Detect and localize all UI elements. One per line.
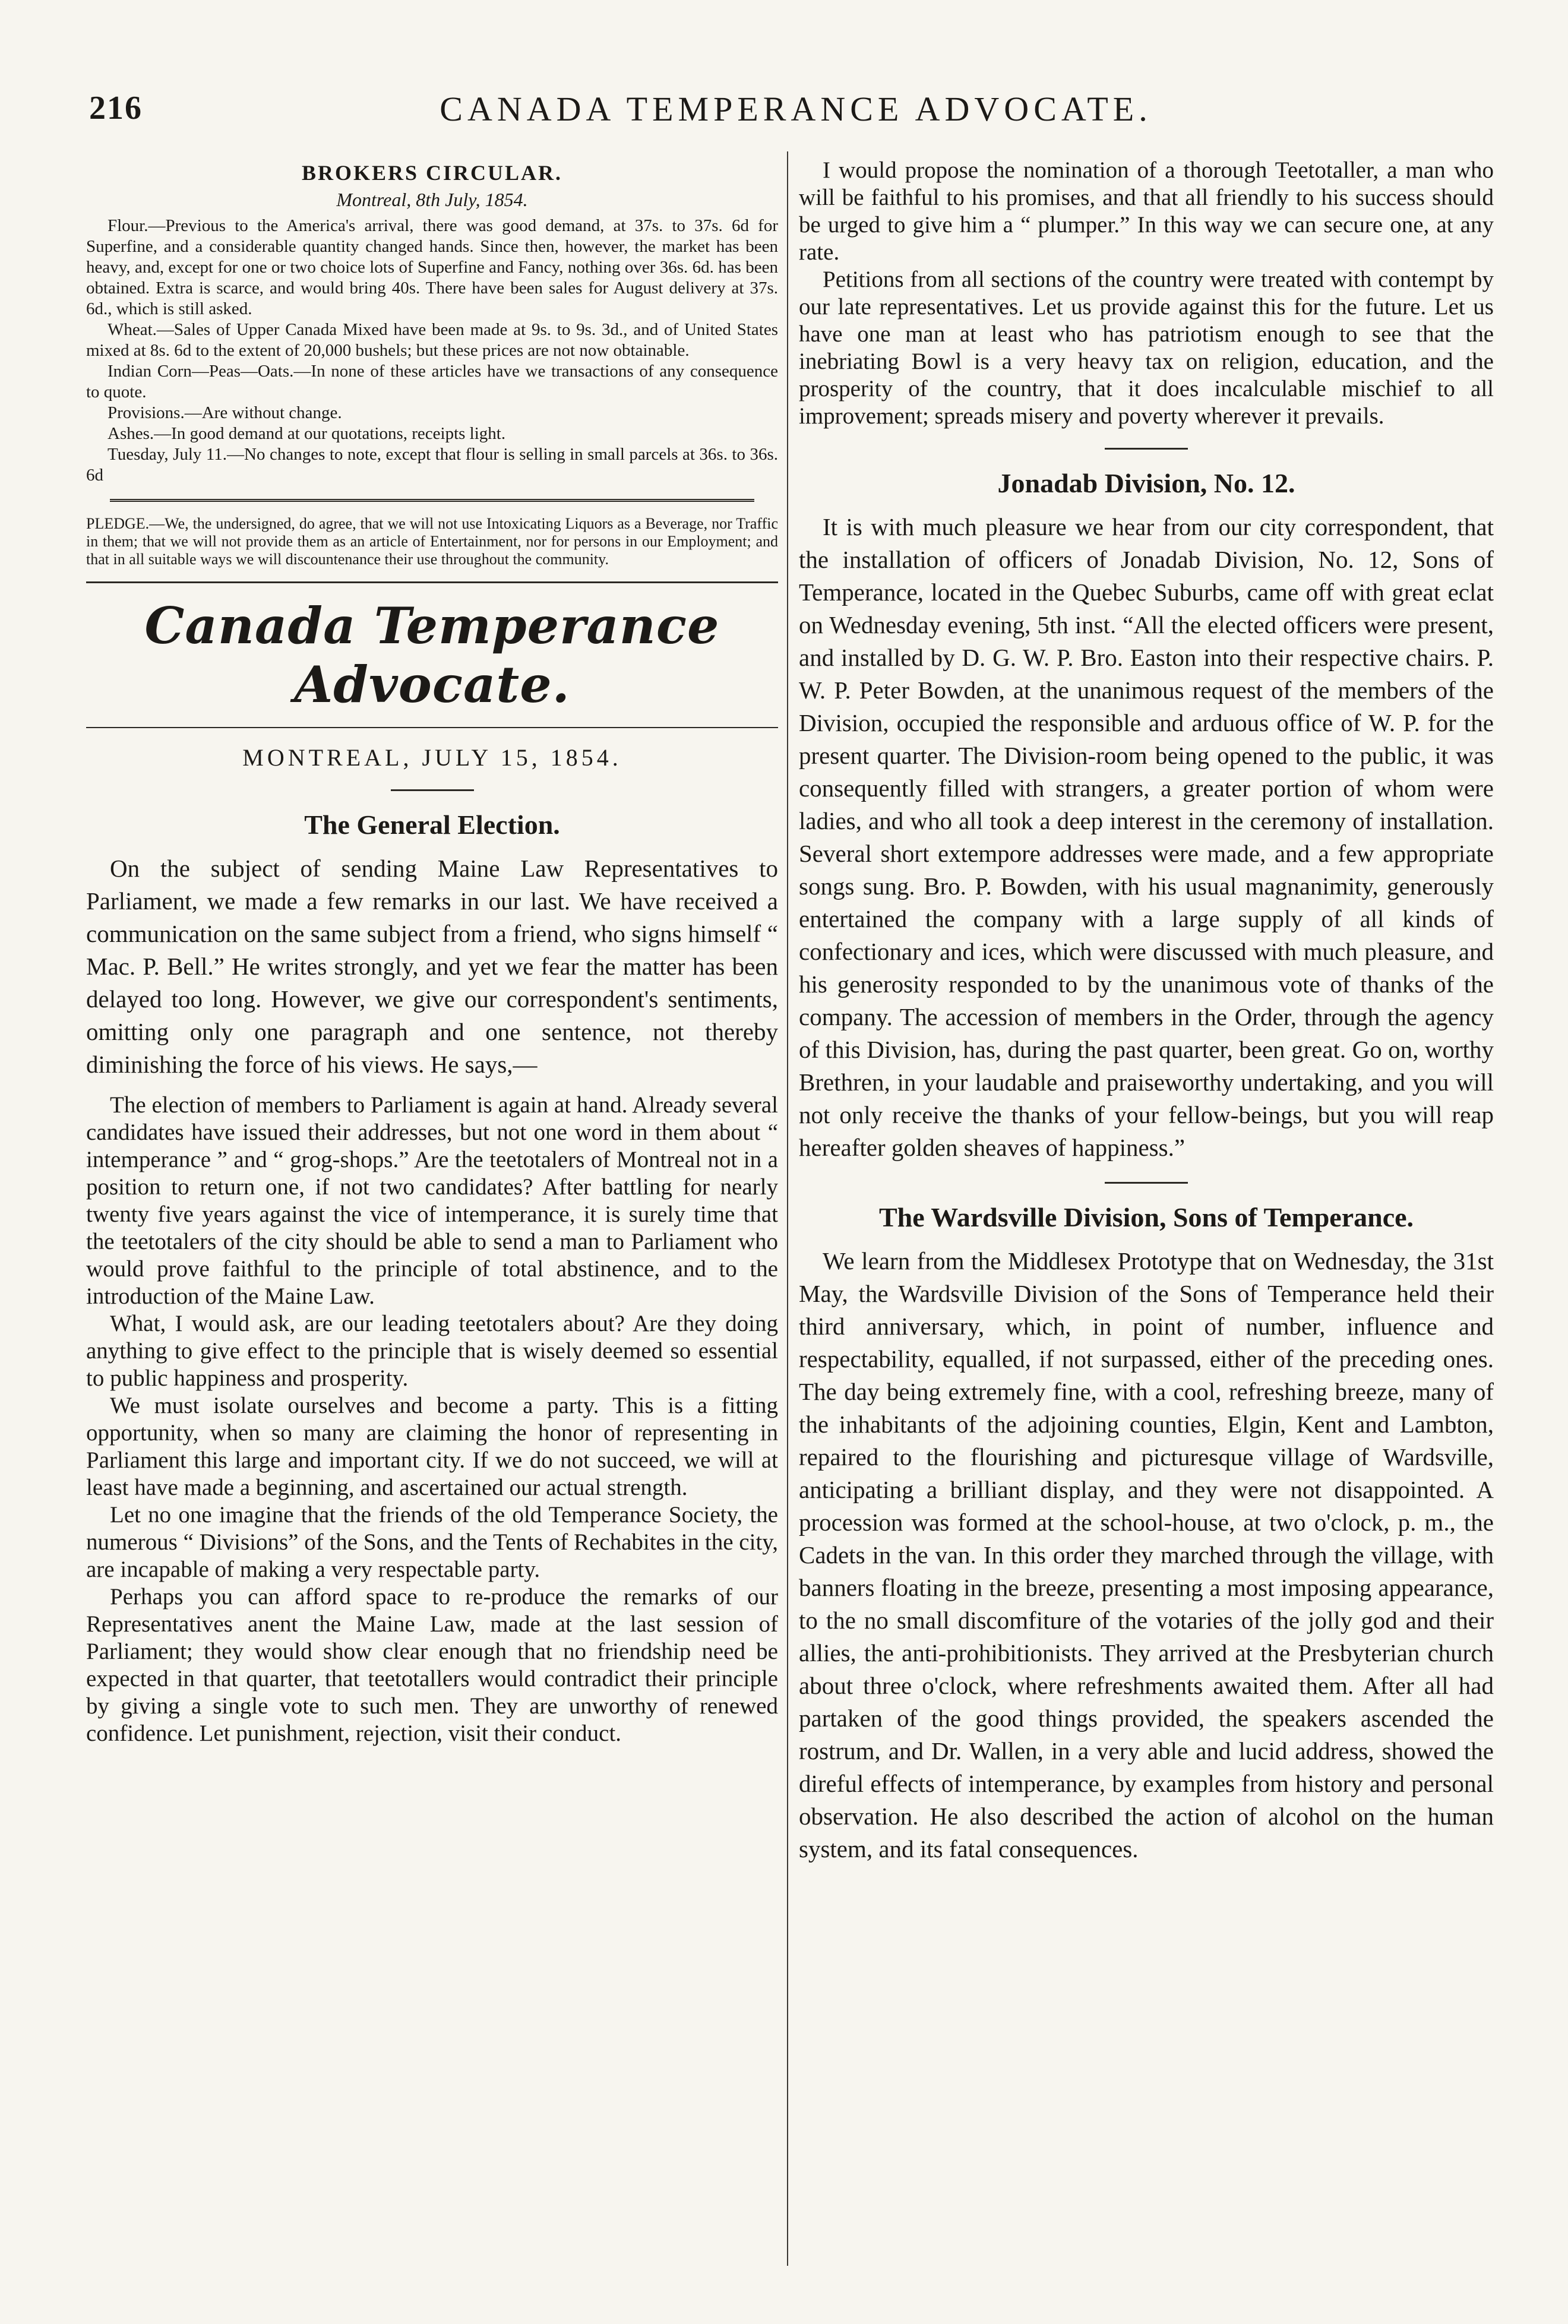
brokers-circular-title: BROKERS CIRCULAR.	[301, 161, 563, 185]
letter-continued-paragraph: Petitions from all sections of the country were treated with contempt by our late representatives. Let us provide against this for the future. Let us have one man at least who has patriotism enough to see that the inebriating Bowl is a very heavy tax on religion, education, and the prosperity of the country, that it does incalculable mischief to all improvement; spreads misery and poverty wherever it prevails.	[799, 267, 1494, 429]
market-tuesday: Tuesday, July 11.—No changes to note, except that flour is selling in small parcels at 36s. to 36s. 6d	[86, 445, 778, 485]
pledge-text: PLEDGE.—We, the undersigned, do agree, that we will not use Intoxicating Liquors as a Beverage, nor Traffic in them; that we will not provide them as an article of Entertainment, nor for persons in our Employment; and that in all suitable ways we will discountenance their use throughout the community.	[86, 515, 778, 568]
section-divider	[86, 581, 778, 583]
right-column	[799, 143, 1494, 2281]
letter-continued-paragraph: I would propose the nomination of a thorough Teetotaller, a man who will be faithful to his promises, and that all friendly to his success should be urged to give him a “ plumper.” In this way we can secure one, at any rate.	[799, 157, 1494, 265]
article-paragraph: On the subject of sending Maine Law Representatives to Parliament, we made a few remarks in our last. We have received a communication on the same subject from a friend, who signs himself “ Mac. P. Bell.” He writes strongly, and yet we fear the matter has been delayed too long. However, we give our correspondent's sentiments, omitting only one paragraph and one sentence, not thereby diminishing the force of his views. He says,—	[86, 855, 778, 1078]
running-title: CANADA TEMPERANCE ADVOCATE.	[440, 90, 1152, 128]
masthead: Canada Temperance Advocate.	[144, 596, 720, 714]
jonadab-paragraph: It is with much pleasure we hear from our city correspondent, that the installation of officers of Jonadab Division, No. 12, Sons of Temperance, located in the Quebec Suburbs, came off with great eclat on Wednesday evening, 5th inst. “All the elected officers were present, and installed by D. G. W. P. Bro. Easton into their respective chairs. P. W. P. Peter Bowden, at the unanimous request of the members of the Division, occupied the responsible and arduous office of W. P. for the present quarter. The Division-room being opened to the public, it was consequently filled with strangers, a greater portion of whom were ladies, and who all took a deep interest in the ceremony of installation. Several short extempore addresses were made, and a few appropriate songs sung. Bro. P. Bowden, with his usual magnanimity, generously entertained the company with a large supply of all kinds of confectionary and ices, which were discussed with much pleasure, and his generosity responded to by the unanimous vote of thanks of the company. The accession of members in the Order, through the agency of this Division, has, during the past quarter, been great. Go on, worthy Brethren, in your laudable and praiseworthy undertaking, and you will not only receive the thanks of your fellow-beings, but you will reap hereafter golden sheaves of happiness.”	[799, 513, 1494, 1161]
market-provisions: Provisions.—Are without change.	[108, 403, 342, 422]
market-wheat: Wheat.—Sales of Upper Canada Mixed have been made at 9s. to 9s. 3d., and of United States mixed at 8s. 6d to the extent of 20,000 bushels; but these prices are not now obtainable.	[86, 320, 778, 360]
wardsville-paragraph: We learn from the Middlesex Prototype that on Wednesday, the 31st May, the Wardsville Division of the Sons of Temperance held their third anniversary, which, in point of number, influence and respectability, equalled, if not surpassed, either of the preceding ones. The day being extremely fine, with a cool, refreshing breeze, many of the inhabitants of the adjoining counties, Elgin, Kent and Lambton, repaired to the flourishing and picturesque village of Wardsville, anticipating a brilliant display, and they were not disappointed. A procession was formed at the school-house, at two o'clock, p. m., the Cadets in the van. In this order they marched through the village, with banners floating in the breeze, presenting a most imposing appearance, to the no small discomfiture of the votaries of the jolly god and their allies, the anti-prohibitionists. They arrived at the Presbyterian church about three o'clock, where refreshments awaited them. After all had partaken of the good things provided, the speakers ascended the rostrum, and Dr. Wallen, in a very able and lucid address, showed the direful effects of intemperance, by examples from history and personal observation. He also described the action of alcohol on the human system, and its fatal consequences.	[799, 1247, 1494, 1863]
masthead-rule	[86, 727, 778, 728]
general-election-title: The General Election.	[304, 810, 560, 840]
letter-paragraph: The election of members to Parliament is again at hand. Already several candidates have issued their addresses, but not one word in them about “ intemperance ” and “ grog-shops.” Are the teetotalers of Montreal not in a position to return one, if not two candidates? After battling for nearly twenty five years against the vice of intemperance, it is surely time that the teetotalers of the city should be able to send a man to Parliament who would prove faithful to the principle of total abstinence, and to the introduction of the Maine Law.	[86, 1092, 778, 1309]
short-rule	[391, 789, 474, 791]
issue-date: MONTREAL, JULY 15, 1854.	[242, 744, 622, 771]
letter-paragraph: What, I would ask, are our leading teetotalers about? Are they doing anything to give effect to the principle that is wisely deemed so essential to public happiness and prosperity.	[86, 1311, 778, 1391]
short-rule	[1105, 1182, 1188, 1184]
left-column	[86, 143, 778, 2281]
brokers-dateline: Montreal, 8th July, 1854.	[336, 189, 528, 210]
jonadab-division-title: Jonadab Division, No. 12.	[997, 468, 1295, 498]
wardsville-division-title: The Wardsville Division, Sons of Temperance.	[878, 1202, 1414, 1232]
market-ashes: Ashes.—In good demand at our quotations, receipts light.	[108, 424, 506, 443]
letter-paragraph: We must isolate ourselves and become a party. This is a fitting opportunity, when so many are claiming the honor of representing in Parliament this large and important city. If we do not succeed, we will at least have made a beginning, and ascertained our actual strength.	[86, 1393, 778, 1500]
short-rule	[1105, 448, 1188, 450]
market-indian-corn: Indian Corn—Peas—Oats.—In none of these articles have we transactions of any consequence to quote.	[86, 362, 778, 401]
page-number: 216	[89, 90, 143, 127]
letter-paragraph: Let no one imagine that the friends of the old Temperance Society, the numerous “ Divisions” of the Sons, and the Tents of Rechabites in the city, are incapable of making a very respectable party.	[86, 1502, 778, 1582]
letter-paragraph: Perhaps you can afford space to re-produce the remarks of our Representatives anent the Maine Law, made at the last session of Parliament; they would show clear enough that no friendship need be expected in that quarter, that teetotallers would contradict their principle by giving a single vote to such men. They are unworthy of renewed confidence. Let punishment, rejection, visit their conduct.	[86, 1584, 778, 1746]
section-divider	[110, 499, 754, 502]
column-divider	[787, 151, 788, 2266]
market-flour: Flour.—Previous to the America's arrival, there was good demand, at 37s. to 37s. 6d for Superfine, and a considerable quantity changed hands. Since then, however, the market has been heavy, and, except for one or two choice lots of Superfine and Fancy, nothing over 36s. 6d. has been obtained. Extra is scarce, and would bring 40s. There have been sales for August delivery at 37s. 6d., which is still asked.	[86, 216, 778, 318]
